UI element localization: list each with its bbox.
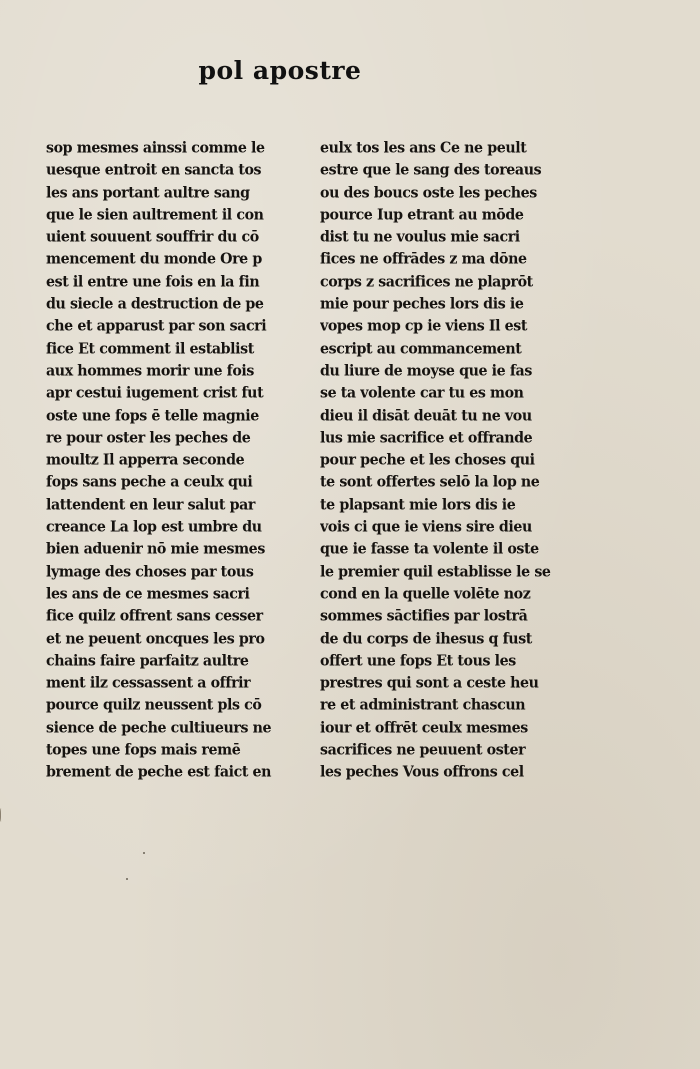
- right-column-line: estre que le sang des toreaus: [320, 161, 542, 179]
- right-column-line: eulx tos les ans Ce ne peult: [320, 139, 527, 157]
- left-column-line: topes une fops mais remē: [46, 741, 241, 759]
- left-column-line: creance La lop est umbre du: [46, 518, 262, 536]
- left-column-line: mencement du monde Ore p: [46, 250, 262, 269]
- right-column-line: pour peche et les choses qui: [320, 451, 535, 469]
- right-column-line: iour et offrēt ceulx mesmes: [320, 719, 528, 737]
- right-column-line: cond en la quelle volēte noz: [320, 585, 531, 603]
- left-column-line: sop mesmes ainssi comme le: [46, 139, 265, 157]
- left-column-line: que le sien aultrement il con: [46, 206, 264, 224]
- right-column-line: fices ne offrādes z ma dōne: [320, 250, 527, 269]
- right-column-line: mie pour peches lors dis ie: [320, 295, 524, 313]
- left-column-line: est il entre une fois en la fin: [46, 273, 260, 291]
- left-column-line: lymage des choses par tous: [46, 562, 254, 581]
- running-head: pol apostre: [198, 56, 362, 85]
- right-column-line: pource Iup etrant au mōde: [320, 206, 524, 224]
- left-column-line: apr cestui iugement crist fut: [46, 384, 264, 402]
- right-column-line: vois ci que ie viens sire dieu: [320, 518, 532, 536]
- right-column-line: du liure de moyse que ie fas: [320, 362, 532, 380]
- margin-mark: [0, 808, 3, 822]
- right-column-line: dist tu ne voulus mie sacri: [320, 228, 520, 246]
- right-column-line: le premier quil establisse le se: [320, 562, 551, 581]
- left-column-line: les ans de ce mesmes sacri: [46, 585, 250, 603]
- right-column-line: prestres qui sont a ceste heu: [320, 674, 539, 692]
- right-column-line: vopes mop cp ie viens Il est: [320, 317, 528, 336]
- left-column-line: moultz Il apperra seconde: [46, 451, 245, 469]
- left-column-line: fice quilz offrent sans cesser: [46, 607, 263, 625]
- left-column-line: oste une fops ē telle magnie: [46, 406, 259, 425]
- right-column-line: escript au commancement: [320, 340, 522, 358]
- right-column-line: les peches Vous offrons cel: [320, 763, 524, 781]
- left-column-line: brement de peche est faict en: [46, 763, 272, 781]
- left-text-column: [46, 137, 292, 784]
- left-column-line: lattendent en leur salut par: [46, 496, 255, 514]
- left-column-line: aux hommes morir une fois: [46, 362, 254, 380]
- left-column-line: chains faire parfaitz aultre: [46, 652, 249, 670]
- right-column-line: offert une fops Et tous les: [320, 652, 516, 670]
- left-column-line: et ne peuent oncques les pro: [46, 629, 265, 648]
- left-column-line: uesque entroit en sancta tos: [46, 161, 262, 179]
- left-column-line: pource quilz neussent pls cō: [46, 696, 262, 715]
- left-column-line: re pour oster les peches de: [46, 429, 251, 447]
- right-column-line: sommes sāctifies par lostrā: [320, 607, 528, 625]
- right-column-line: se ta volente car tu es mon: [320, 384, 524, 402]
- right-column-line: ou des boucs oste les peches: [320, 183, 537, 202]
- left-column-line: uient souuent souffrir du cō: [46, 228, 259, 246]
- left-column-line: fops sans peche a ceulx qui: [46, 473, 253, 492]
- ink-speck: [126, 878, 128, 880]
- left-column-line: ment ilz cessassent a offrir: [46, 674, 251, 692]
- right-column-line: de du corps de ihesus q fust: [320, 629, 532, 648]
- right-column-line: lus mie sacrifice et offrande: [320, 429, 533, 447]
- right-text-column: [320, 137, 560, 784]
- left-column-line: che et apparust par son sacri: [46, 317, 267, 336]
- right-column-line: te plapsant mie lors dis ie: [320, 496, 516, 514]
- left-column-line: sience de peche cultiueurs ne: [46, 719, 272, 737]
- right-column-line: dieu il disāt deuāt tu ne vou: [320, 406, 532, 425]
- ink-speck: [143, 852, 145, 854]
- right-column-line: que ie fasse ta volente il oste: [320, 540, 539, 558]
- left-column-line: du siecle a destruction de pe: [46, 295, 264, 313]
- left-column-line: les ans portant aultre sang: [46, 183, 250, 202]
- left-column-line: bien aduenir nō mie mesmes: [46, 540, 265, 558]
- left-column-line: fice Et comment il establist: [46, 340, 254, 358]
- right-column-line: sacrifices ne peuuent oster: [320, 741, 526, 759]
- right-column-line: corps z sacrifices ne plaprōt: [320, 273, 533, 291]
- right-column-line: re et administrant chascun: [320, 696, 526, 715]
- right-column-line: te sont offertes selō la lop ne: [320, 473, 540, 492]
